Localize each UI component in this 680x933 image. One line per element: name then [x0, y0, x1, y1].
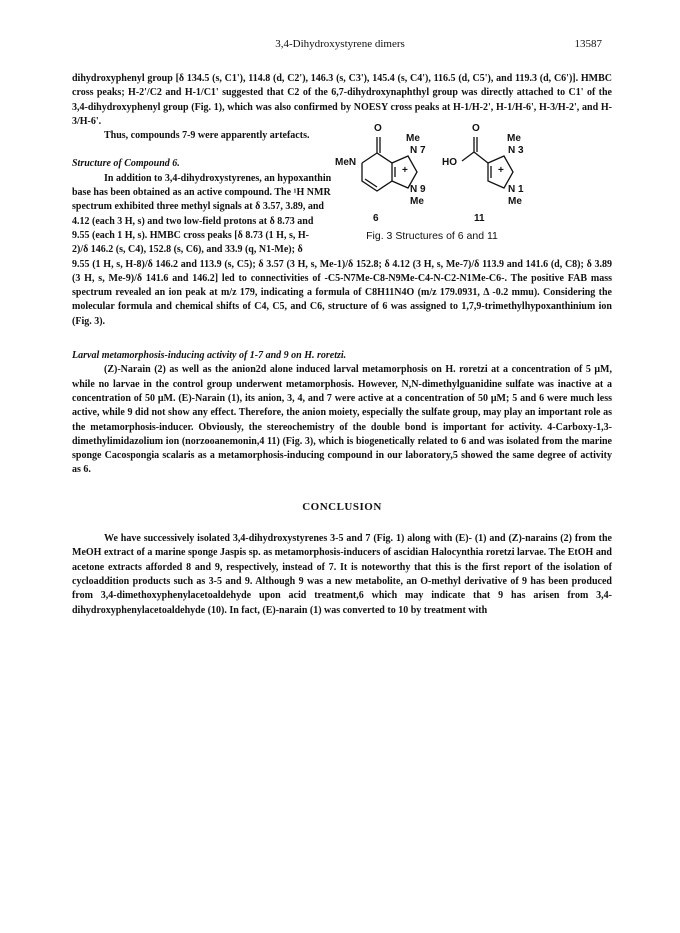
label-plus-6: + [402, 165, 408, 176]
label-plus-11: + [498, 165, 504, 176]
activity-paragraph: (Z)-Narain (2) as well as the anion2d alone induced larval metamorphosis on H. roretzi at a concentration of 5 μM, while no larvae in the control group underwent metamorphosis. However, N,N-dimethylguanidine sulfate was inactive at a concentration of 50 μM. (E)-Narain (1), its anion, 3, 4, and 7 were active at a concentration of 50 μM; 5 and 6 were much less active, while 9 did not show any effect. Therefore, the anion moiety, especially the sulfate group, may play an important role as the metamorphosis-inducer. Obviously, the stereochemistry of the double bond is important for activity. 4-Carboxy-1,3-dimethylimidazolium ion (norzooanemonin,4 11) (Fig. 3), which is biogenetically related to 6 and was isolated from the marine sponge Cacospongia scalaris as a metamorphosis-inducing compound in our laboratory,5 showed the same degree of activity as 6. [72, 364, 612, 476]
structure-line-5: 9.55 (each 1 H, s). HMBC cross peaks [δ 8.73 (1 H, s, H- [72, 229, 309, 241]
compound-6-label: 6 [373, 213, 379, 224]
conclusion-paragraph: We have successively isolated 3,4-dihydroxystyrenes 3-5 and 7 (Fig. 1) along with (E)- (1) and (Z)-narains (2) from the MeOH extract of a marine sponge Jaspis sp. as metamorphosis-inducers of ascidian Halocynthia roretzi larvae. The EtOH and acetone extracts afforded 8 and 9, respectively, instead of 7. It is noteworthy that this is the first report of the isolation of cycloaddition products such as 3-5 and 9. Although 9 was a new metabolite, an O-methyl derivative of 9 has been produced from 3,4-dimethoxyphenylacetoaldehyde upon acid treatment,6 which may indicate that 9 has arisen from 3,4-dihydroxyphenylacetoaldehyde (10). In fact, (E)-narain (1) was converted to 10 by treatment with [72, 533, 612, 616]
page-number: 13587 [574, 38, 602, 50]
label-me-1: Me [508, 196, 522, 207]
label-n1: N 1 [508, 184, 524, 195]
section-heading-activity: Larval metamorphosis-inducing activity of 1-7 and 9 on H. roretzi. [72, 350, 347, 362]
structure-line-1: In addition to 3,4-dihydroxystyrenes, an hypoxanthin [104, 172, 332, 184]
structure-line-3: spectrum exhibited three methyl signals at δ 3.57, 3.89, and [72, 201, 324, 213]
label-me-3: Me [507, 133, 521, 144]
conclusion-heading: CONCLUSION [302, 500, 382, 513]
paragraph-continued: dihydroxyphenyl group [δ 134.5 (s, C1'), 114.8 (d, C2'), 146.3 (s, C3'), 145.4 (s, C4'), 116.5 (d, C5'), and 119.3 (d, C6')]. HMBC cross peaks; H-2'/C2 and H-1/C1' suggested that C2 of the 6,7-dihydroxynaphthyl group was directly attached to C1' of the 3,4-dihydroxyphenyl group (Fig. 1), which was also confirmed by NOESY cross peaks at H-1/H-2', H-1/H-6', H-3/H-2', and H-3/H-6'. [72, 73, 612, 127]
structure-line-2: base has been obtained as an active compound. The ¹H NMR [72, 187, 331, 199]
structure-line-4: 4.12 (each 3 H, s) and two low-field protons at δ 8.73 and [72, 215, 314, 227]
label-men: MeN [335, 157, 357, 168]
running-title: 3,4-Dihydroxystyrene dimers [275, 38, 405, 50]
label-ho: HO [442, 157, 457, 168]
structure-paragraph-rest: 9.55 (1 H, s, H-8)/δ 146.2 and 113.9 (s, C5); δ 3.57 (3 H, s, Me-1)/δ 152.8; δ 4.12 (3 H, s, Me-7)/δ 113.9 and 141.6 (d, C8); δ 3.89 (3 H, s, Me-9)/δ 141.6 and 146.2] led to connectivities of -C5-N7Me-C8-N9Me-C4-N-C2-N1Me-C6-. The positive FAB mass spectrum revealed an ion peak at m/z 179, indicating a formula of C8H11N4O (m/z 179.0931, Δ -0.2 mmu). Considering the molecular formula and chemical shifts of C4, C5, and C6, structure of 6 was assigned to 1,7,9-trimethylhypoxanthinium ion (Fig. 3). [72, 258, 612, 327]
section-heading-structure: Structure of Compound 6. [72, 158, 180, 170]
figure-caption: Fig. 3 Structures of 6 and 11 [366, 230, 498, 242]
label-n7: N 7 [410, 145, 426, 156]
figure-3 [322, 121, 542, 242]
label-me-9: Me [410, 196, 424, 207]
label-n3: N 3 [508, 145, 524, 156]
structure-line-6: 2)/δ 146.2 (s, C4), 152.8 (s, C6), and 33.9 (q, N1-Me); δ [72, 244, 303, 256]
paragraph-artefacts: Thus, compounds 7-9 were apparently artefacts. [104, 130, 310, 142]
label-o-11: O [472, 123, 480, 134]
label-n9: N 9 [410, 184, 426, 195]
label-o-6: O [374, 123, 382, 134]
label-me-7: Me [406, 133, 420, 144]
compound-11-label: 11 [474, 213, 485, 224]
